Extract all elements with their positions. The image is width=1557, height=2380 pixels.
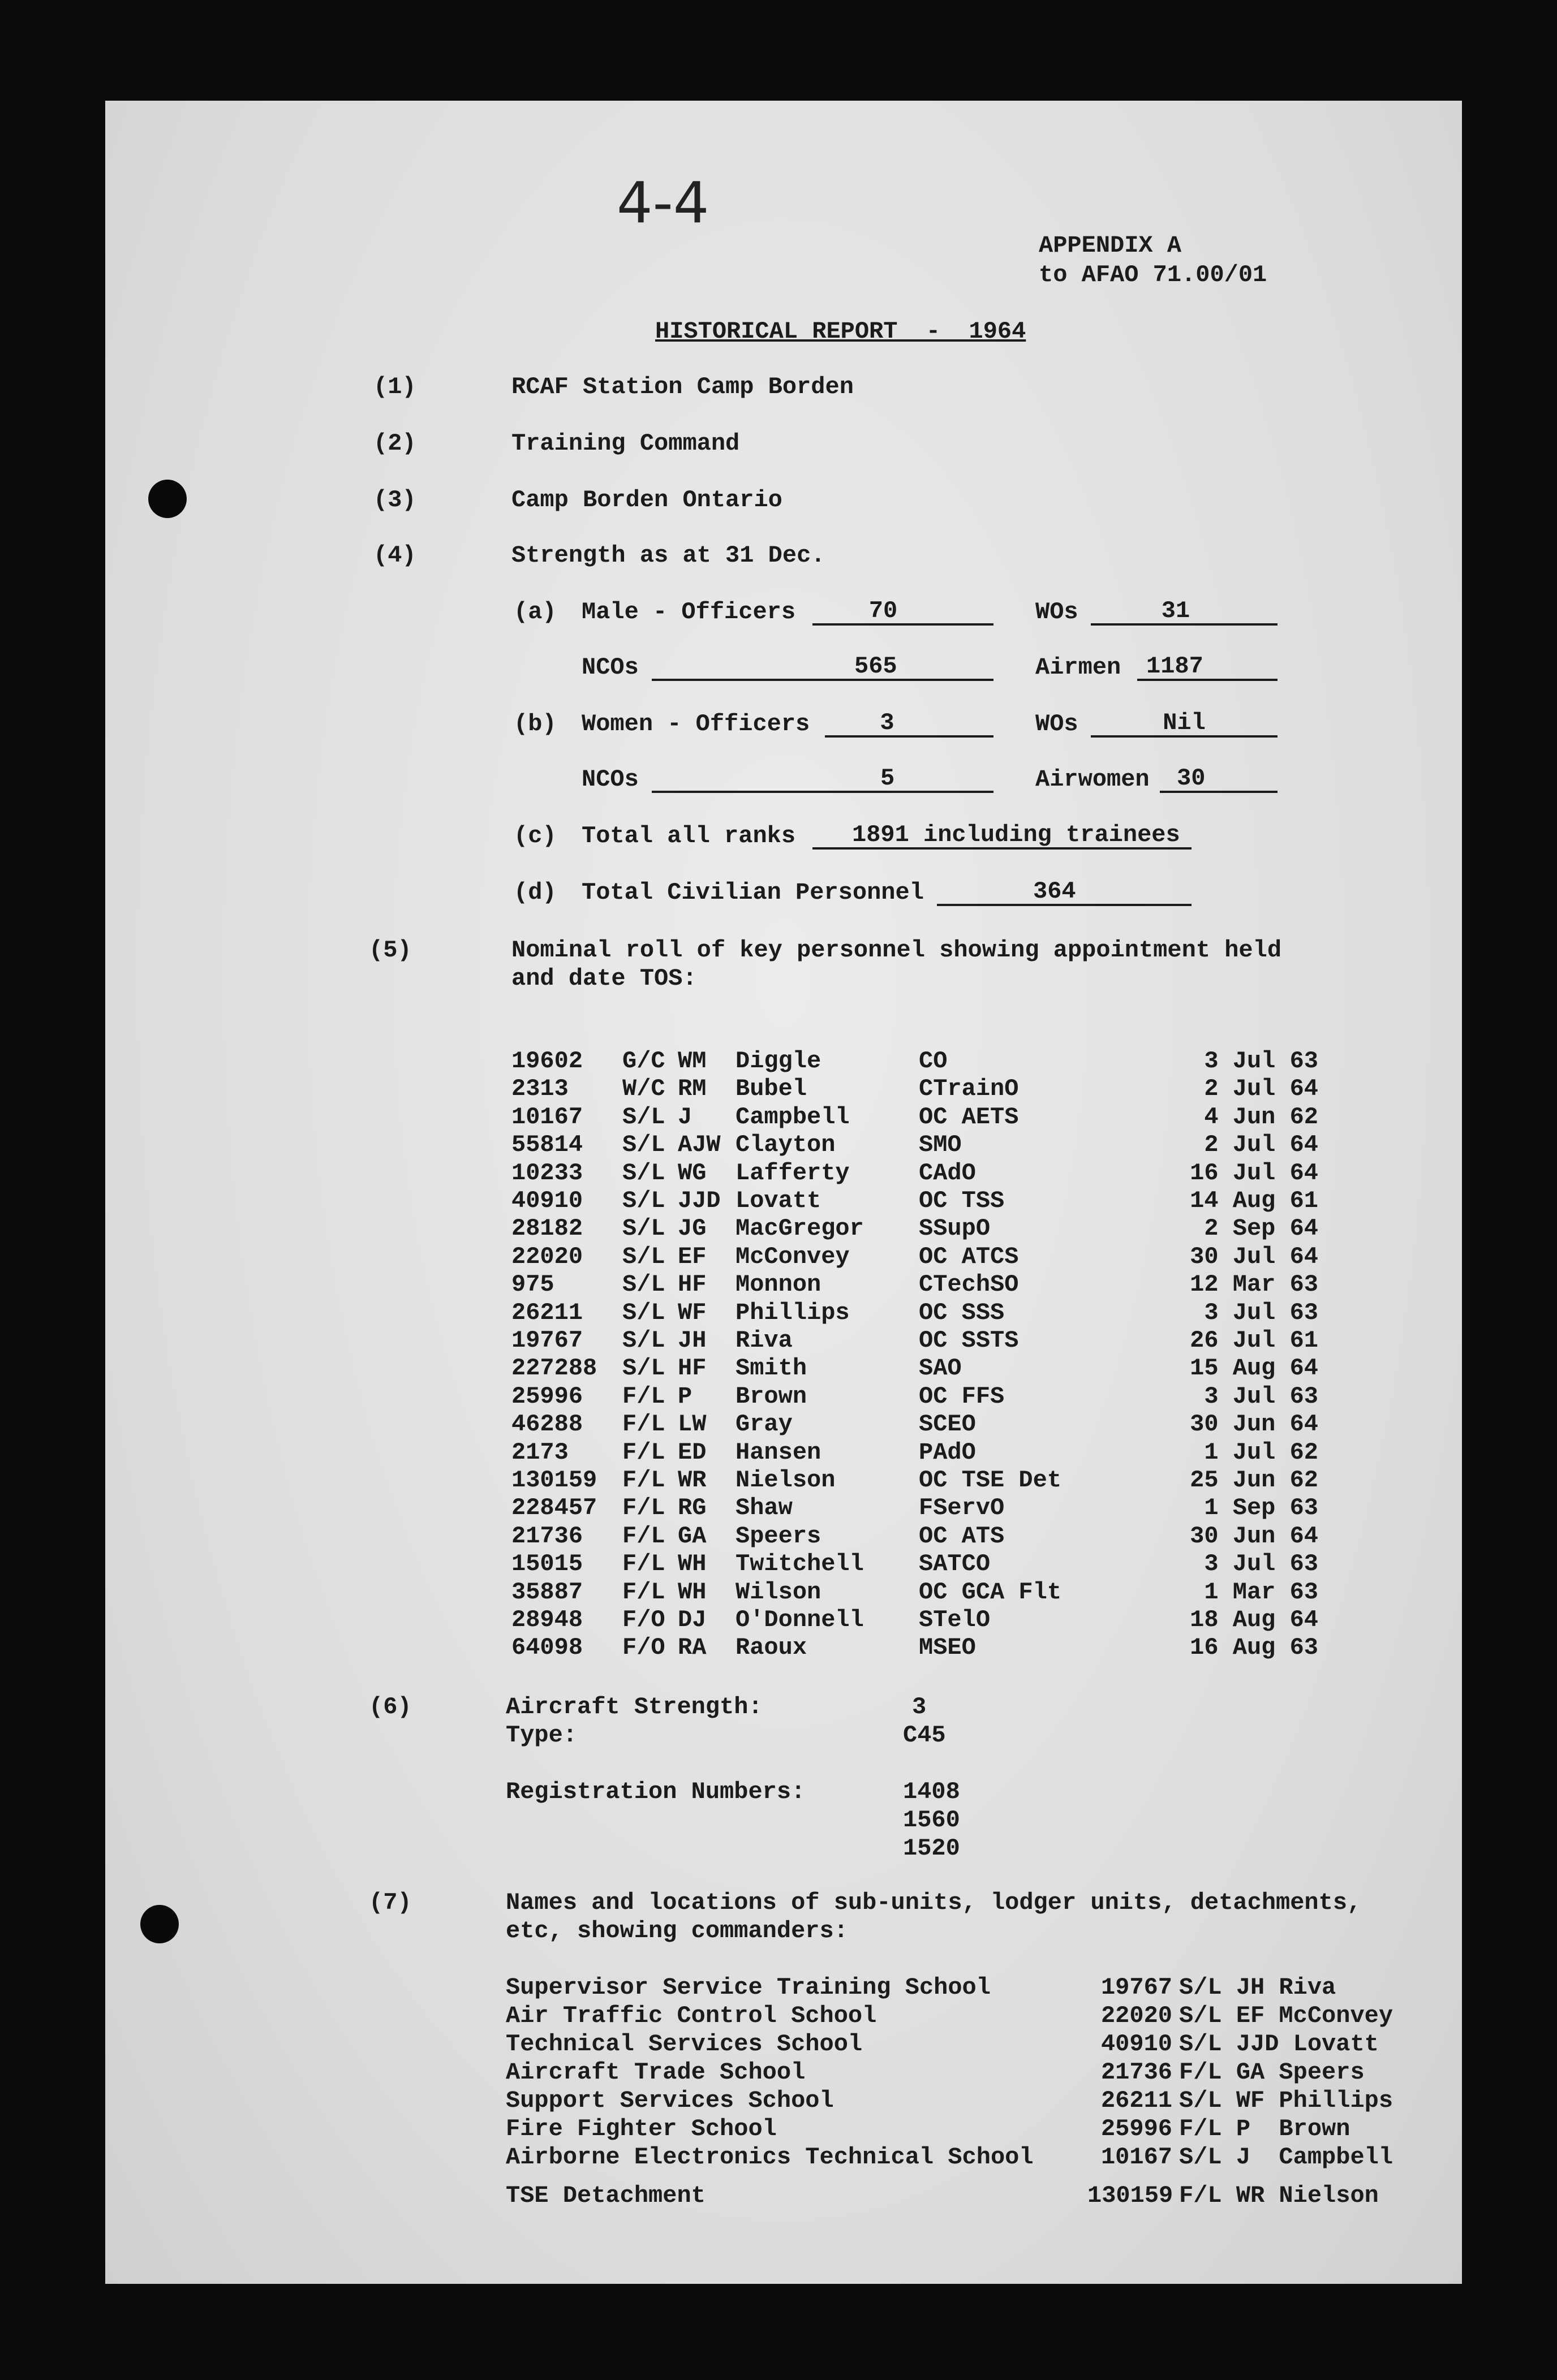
- command-name: Training Command: [511, 430, 740, 457]
- roll-rank: F/L: [622, 1382, 665, 1410]
- roll-date-tos: 30 Jul 64: [1190, 1243, 1318, 1270]
- registration-number: 1520: [903, 1835, 960, 1862]
- roll-rank: F/L: [622, 1411, 665, 1438]
- roll-date-tos: 3 Jul 63: [1204, 1299, 1318, 1326]
- commander-name: S/L JJD Lovatt: [1179, 2030, 1379, 2058]
- item-number: (4): [373, 542, 416, 569]
- item-number: (5): [369, 937, 412, 964]
- strength-heading: Strength as at 31 Dec.: [511, 542, 825, 569]
- male-officers-label: Male - Officers: [582, 598, 796, 626]
- roll-surname: Brown: [736, 1382, 807, 1410]
- roll-initials: JH: [678, 1327, 707, 1354]
- roll-service-number: 55814: [511, 1131, 583, 1159]
- roll-rank: S/L: [622, 1215, 665, 1243]
- roll-service-number: 28948: [511, 1606, 583, 1633]
- roll-date-tos: 18 Aug 64: [1190, 1606, 1318, 1633]
- unit-name: Air Traffic Control School: [506, 2002, 877, 2029]
- item-number: (6): [369, 1693, 412, 1721]
- roll-date-tos: 1 Jul 62: [1204, 1438, 1318, 1466]
- women-ncos-value: 5: [880, 765, 895, 792]
- roll-surname: Smith: [736, 1355, 807, 1382]
- unit-name: Supervisor Service Training School: [506, 1974, 991, 2001]
- appendix-label: APPENDIX A: [1039, 232, 1182, 259]
- roll-date-tos: 2 Jul 64: [1204, 1131, 1318, 1159]
- roll-surname: Nielson: [736, 1467, 836, 1494]
- roll-surname: Gray: [736, 1411, 793, 1438]
- roll-appointment: OC TSS: [919, 1187, 1005, 1214]
- roll-initials: WH: [678, 1550, 707, 1578]
- roll-initials: WF: [678, 1299, 707, 1326]
- women-wos-value: Nil: [1163, 709, 1206, 736]
- roll-initials: LW: [678, 1411, 707, 1438]
- appendix-reference: to AFAO 71.00/01: [1039, 261, 1267, 288]
- roll-rank: S/L: [622, 1131, 665, 1159]
- section-description: Nominal roll of key personnel showing appointment held: [511, 937, 1282, 964]
- handwritten-page-mark: 4-4: [617, 170, 709, 236]
- roll-service-number: 64098: [511, 1634, 583, 1662]
- roll-initials: WG: [678, 1159, 707, 1187]
- unit-name: TSE Detachment: [506, 2182, 706, 2209]
- male-wos-label: WOs: [1035, 598, 1078, 626]
- roll-date-tos: 1 Mar 63: [1204, 1578, 1318, 1606]
- roll-appointment: OC TSE Det: [919, 1467, 1062, 1494]
- roll-surname: Shaw: [736, 1494, 793, 1522]
- roll-initials: RM: [678, 1075, 707, 1103]
- roll-rank: S/L: [622, 1327, 665, 1354]
- roll-service-number: 2313: [511, 1075, 569, 1103]
- page-title: HISTORICAL REPORT - 1964: [655, 318, 1026, 345]
- roll-surname: Twitchell: [736, 1550, 864, 1578]
- roll-rank: F/L: [622, 1494, 665, 1522]
- roll-rank: S/L: [622, 1103, 665, 1131]
- roll-rank: S/L: [622, 1271, 665, 1299]
- roll-service-number: 228457: [511, 1494, 597, 1522]
- roll-rank: S/L: [622, 1355, 665, 1382]
- roll-service-number: 28182: [511, 1215, 583, 1243]
- roll-appointment: PAdO: [919, 1438, 976, 1466]
- roll-surname: McConvey: [736, 1243, 850, 1270]
- roll-appointment: OC GCA Flt: [919, 1578, 1062, 1606]
- roll-appointment: SSupO: [919, 1215, 991, 1243]
- commander-name: F/L P Brown: [1179, 2115, 1350, 2142]
- roll-date-tos: 3 Jul 63: [1204, 1550, 1318, 1578]
- roll-date-tos: 30 Jun 64: [1190, 1411, 1318, 1438]
- roll-date-tos: 4 Jun 62: [1204, 1103, 1318, 1131]
- unit-name: Technical Services School: [506, 2030, 863, 2058]
- civilian-value: 364: [1033, 878, 1076, 905]
- section-description: and date TOS:: [511, 965, 697, 992]
- roll-surname: Monnon: [736, 1271, 821, 1299]
- roll-initials: ED: [678, 1438, 707, 1466]
- section-description: etc, showing commanders:: [506, 1917, 848, 1944]
- registration-label: Registration Numbers:: [506, 1778, 806, 1805]
- roll-rank: F/L: [622, 1467, 665, 1494]
- roll-appointment: OC AETS: [919, 1103, 1019, 1131]
- roll-rank: F/L: [622, 1522, 665, 1550]
- commander-name: S/L EF McConvey: [1179, 2002, 1393, 2029]
- women-officers-label: Women - Officers: [582, 710, 810, 738]
- aircraft-type-value: C45: [903, 1722, 946, 1749]
- fill-line: [652, 791, 993, 793]
- roll-appointment: CTrainO: [919, 1075, 1019, 1103]
- roll-initials: RA: [678, 1634, 707, 1662]
- airwomen-value: 30: [1177, 765, 1206, 792]
- fill-line: [652, 679, 993, 681]
- roll-surname: Raoux: [736, 1634, 807, 1662]
- roll-service-number: 2173: [511, 1438, 569, 1466]
- women-wos-label: WOs: [1035, 710, 1078, 738]
- roll-surname: MacGregor: [736, 1215, 864, 1243]
- commander-number: 26211: [1100, 2087, 1172, 2114]
- roll-service-number: 26211: [511, 1299, 583, 1326]
- women-ncos-label: NCOs: [582, 766, 639, 793]
- commander-name: F/L WR Nielson: [1179, 2182, 1379, 2209]
- roll-date-tos: 1 Sep 63: [1204, 1494, 1318, 1522]
- roll-surname: O'Donnell: [736, 1606, 864, 1633]
- roll-rank: S/L: [622, 1187, 665, 1214]
- roll-initials: WM: [678, 1047, 707, 1075]
- roll-appointment: OC ATS: [919, 1522, 1005, 1550]
- roll-surname: Diggle: [736, 1047, 821, 1075]
- roll-rank: F/O: [622, 1606, 665, 1633]
- roll-appointment: SAO: [919, 1355, 962, 1382]
- commander-number: 22020: [1100, 2002, 1172, 2029]
- subitem-label: (d): [514, 879, 557, 906]
- roll-service-number: 46288: [511, 1411, 583, 1438]
- roll-appointment: FServO: [919, 1494, 1005, 1522]
- commander-name: S/L J Campbell: [1179, 2144, 1393, 2171]
- commander-name: S/L WF Phillips: [1179, 2087, 1393, 2114]
- location: Camp Borden Ontario: [511, 486, 782, 514]
- item-number: (2): [373, 430, 416, 457]
- roll-initials: JJD: [678, 1187, 721, 1214]
- roll-initials: JG: [678, 1215, 707, 1243]
- item-number: (3): [373, 486, 416, 514]
- roll-surname: Lafferty: [736, 1159, 850, 1187]
- commander-number: 130159: [1087, 2182, 1173, 2209]
- unit-name: Airborne Electronics Technical School: [506, 2144, 1034, 2171]
- roll-surname: Campbell: [736, 1103, 850, 1131]
- roll-initials: EF: [678, 1243, 707, 1270]
- commander-number: 10167: [1100, 2144, 1172, 2171]
- roll-appointment: MSEO: [919, 1634, 976, 1662]
- roll-service-number: 10233: [511, 1159, 583, 1187]
- roll-surname: Riva: [736, 1327, 793, 1354]
- roll-date-tos: 14 Aug 61: [1190, 1187, 1318, 1214]
- roll-appointment: CO: [919, 1047, 948, 1075]
- roll-service-number: 227288: [511, 1355, 597, 1382]
- airmen-value: 1187: [1146, 653, 1203, 680]
- roll-date-tos: 12 Mar 63: [1190, 1271, 1318, 1299]
- roll-surname: Bubel: [736, 1075, 807, 1103]
- commander-number: 19767: [1100, 1974, 1172, 2001]
- roll-service-number: 15015: [511, 1550, 583, 1578]
- roll-service-number: 130159: [511, 1467, 597, 1494]
- total-ranks-value: 1891 including trainees: [852, 821, 1180, 848]
- roll-surname: Hansen: [736, 1438, 821, 1466]
- punch-hole: [148, 480, 187, 518]
- total-ranks-label: Total all ranks: [582, 822, 796, 850]
- roll-surname: Phillips: [736, 1299, 850, 1326]
- roll-service-number: 22020: [511, 1243, 583, 1270]
- roll-date-tos: 16 Aug 63: [1190, 1634, 1318, 1662]
- unit-name: Fire Fighter School: [506, 2115, 777, 2142]
- roll-service-number: 19767: [511, 1327, 583, 1354]
- roll-appointment: STelO: [919, 1606, 991, 1633]
- roll-initials: HF: [678, 1355, 707, 1382]
- roll-service-number: 21736: [511, 1522, 583, 1550]
- roll-surname: Wilson: [736, 1578, 821, 1606]
- aircraft-type-label: Type:: [506, 1722, 578, 1749]
- roll-date-tos: 15 Aug 64: [1190, 1355, 1318, 1382]
- roll-appointment: OC ATCS: [919, 1243, 1019, 1270]
- roll-date-tos: 16 Jul 64: [1190, 1159, 1318, 1187]
- registration-number: 1560: [903, 1806, 960, 1834]
- aircraft-strength-value: 3: [912, 1693, 927, 1721]
- roll-date-tos: 2 Sep 64: [1204, 1215, 1318, 1243]
- roll-initials: WH: [678, 1578, 707, 1606]
- roll-appointment: OC FFS: [919, 1382, 1005, 1410]
- roll-initials: WR: [678, 1467, 707, 1494]
- roll-service-number: 25996: [511, 1382, 583, 1410]
- roll-rank: S/L: [622, 1243, 665, 1270]
- roll-rank: F/O: [622, 1634, 665, 1662]
- roll-appointment: SATCO: [919, 1550, 991, 1578]
- roll-appointment: OC SSTS: [919, 1327, 1019, 1354]
- roll-appointment: SCEO: [919, 1411, 976, 1438]
- roll-appointment: CTechSO: [919, 1271, 1019, 1299]
- roll-appointment: CAdO: [919, 1159, 976, 1187]
- roll-appointment: SMO: [919, 1131, 962, 1159]
- roll-date-tos: 3 Jul 63: [1204, 1382, 1318, 1410]
- roll-initials: P: [678, 1382, 693, 1410]
- civilian-label: Total Civilian Personnel: [582, 879, 924, 906]
- subitem-label: (b): [514, 710, 557, 738]
- roll-rank: S/L: [622, 1299, 665, 1326]
- roll-rank: G/C: [622, 1047, 665, 1075]
- commander-number: 40910: [1100, 2030, 1172, 2058]
- commander-name: S/L JH Riva: [1179, 1974, 1336, 2001]
- roll-service-number: 19602: [511, 1047, 583, 1075]
- roll-initials: AJW: [678, 1131, 721, 1159]
- roll-surname: Lovatt: [736, 1187, 821, 1214]
- women-officers-value: 3: [880, 709, 894, 736]
- roll-rank: F/L: [622, 1438, 665, 1466]
- roll-service-number: 35887: [511, 1578, 583, 1606]
- roll-date-tos: 26 Jul 61: [1190, 1327, 1318, 1354]
- airwomen-label: Airwomen: [1035, 766, 1150, 793]
- roll-date-tos: 25 Jun 62: [1190, 1467, 1318, 1494]
- roll-initials: RG: [678, 1494, 707, 1522]
- roll-initials: HF: [678, 1271, 707, 1299]
- roll-rank: S/L: [622, 1159, 665, 1187]
- section-description: Names and locations of sub-units, lodger units, detachments,: [506, 1889, 1362, 1916]
- roll-rank: W/C: [622, 1075, 665, 1103]
- roll-surname: Speers: [736, 1522, 821, 1550]
- roll-date-tos: 2 Jul 64: [1204, 1075, 1318, 1103]
- airmen-label: Airmen: [1035, 654, 1121, 681]
- roll-service-number: 40910: [511, 1187, 583, 1214]
- roll-date-tos: 3 Jul 63: [1204, 1047, 1318, 1075]
- subitem-label: (a): [514, 598, 557, 626]
- registration-number: 1408: [903, 1778, 960, 1805]
- roll-appointment: OC SSS: [919, 1299, 1005, 1326]
- aircraft-strength-label: Aircraft Strength:: [506, 1693, 763, 1721]
- item-number: (7): [369, 1889, 412, 1916]
- commander-number: 21736: [1100, 2059, 1172, 2086]
- roll-date-tos: 30 Jun 64: [1190, 1522, 1318, 1550]
- roll-rank: F/L: [622, 1578, 665, 1606]
- roll-initials: J: [678, 1103, 693, 1131]
- commander-number: 25996: [1100, 2115, 1172, 2142]
- station-name: RCAF Station Camp Borden: [511, 373, 854, 400]
- unit-name: Support Services School: [506, 2087, 834, 2114]
- commander-name: F/L GA Speers: [1179, 2059, 1365, 2086]
- unit-name: Aircraft Trade School: [506, 2059, 806, 2086]
- male-officers-value: 70: [868, 597, 898, 624]
- subitem-label: (c): [514, 822, 557, 850]
- punch-hole: [140, 1905, 179, 1943]
- roll-initials: GA: [678, 1522, 707, 1550]
- roll-initials: DJ: [678, 1606, 707, 1633]
- male-wos-value: 31: [1161, 597, 1190, 624]
- male-ncos-label: NCOs: [582, 654, 639, 681]
- roll-service-number: 975: [511, 1271, 554, 1299]
- item-number: (1): [373, 373, 416, 400]
- male-ncos-value: 565: [854, 653, 897, 680]
- roll-rank: F/L: [622, 1550, 665, 1578]
- roll-service-number: 10167: [511, 1103, 583, 1131]
- roll-surname: Clayton: [736, 1131, 836, 1159]
